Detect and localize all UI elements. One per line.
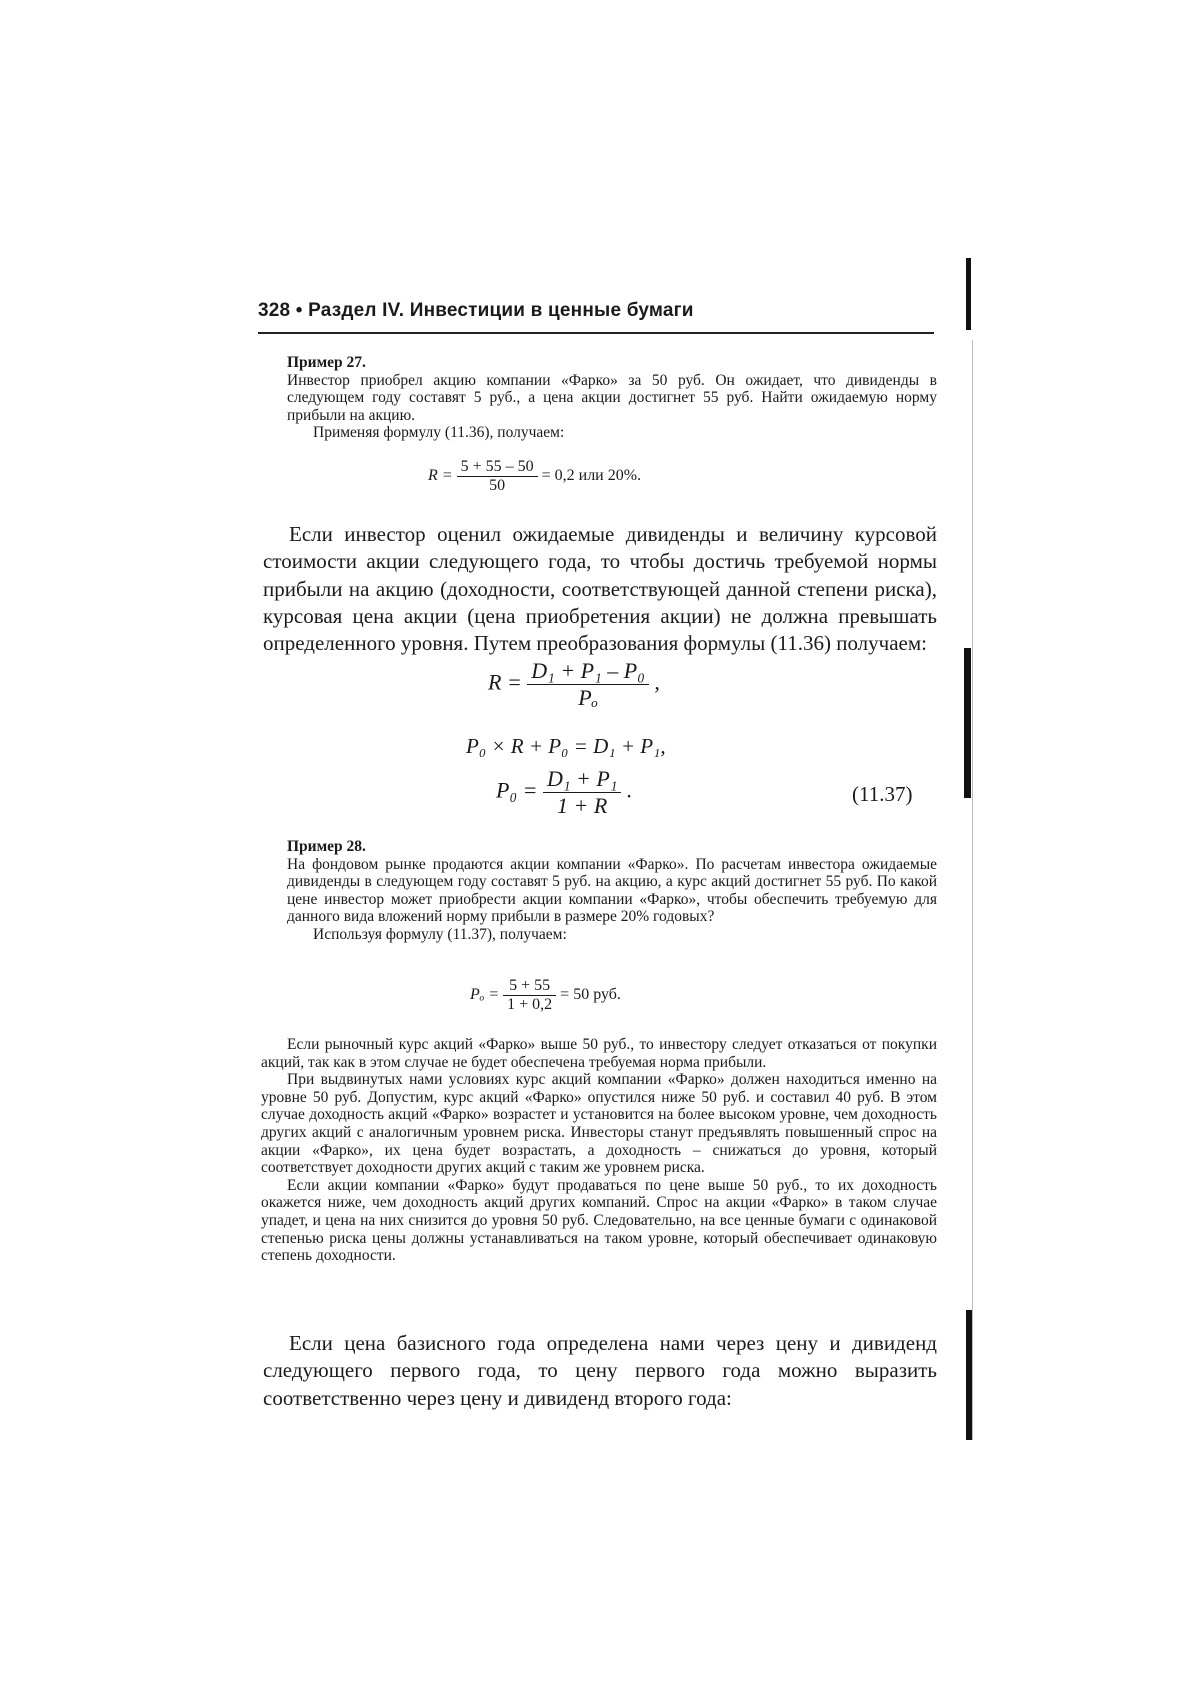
equation-rearranged: P₀ × R + P₀ = D₁ + P₁,	[466, 734, 666, 758]
formula-28-fraction	[503, 977, 556, 1014]
formula-28-result: = 50 руб.	[560, 986, 621, 1004]
formula-example-27	[428, 458, 641, 495]
example-28-text: На фондовом рынке продаются акции компании «Фарко». По расчетам инвестора ожидаемые дивиденды в следующем году составят 5 руб. на акцию, а курс акций достигнет 55 руб. По какой цене инвестор может приобрести акции компании «Фарко», чтобы обеспечить требуемую для данного вида вложений норму прибыли в размере 20% годовых?	[287, 855, 937, 926]
formula-27-fraction	[457, 458, 538, 495]
equation-p0-lhs: P₀ =	[496, 777, 538, 803]
header-rule	[258, 332, 934, 334]
running-head: 328 • Раздел IV. Инвестиции в ценные бумаги	[258, 300, 694, 321]
equation-r-fraction	[527, 658, 649, 711]
equation-r-tail: ,	[654, 669, 660, 695]
formula-27-lhs: R =	[428, 467, 453, 485]
equation-number: (11.37)	[852, 782, 913, 806]
equation-p0	[496, 766, 632, 819]
equation-r-numerator: D₁ + P₁ – P₀	[527, 658, 649, 685]
small-paragraph-3: Если акции компании «Фарко» будут продаваться по цене выше 50 руб., то их доходность окажется ниже, чем доходность акций других компаний. Спрос на акции «Фарко» в таком случае упадет, и цена на них снизится до уровня 50 руб. Следовательно, на все ценные бумаги с одинаковой степенью риска цены должны устанавливаться на таком уровне, который обеспечивает одинаковую степень доходности.	[261, 1176, 937, 1265]
example-28	[287, 838, 937, 944]
example-27-applying: Применяя формулу (11.36), получаем:	[313, 424, 565, 442]
example-28-title: Пример 28.	[287, 838, 366, 855]
scan-edge-middle	[964, 648, 971, 798]
formula-28-lhs: Pₒ =	[470, 986, 500, 1004]
equation-r	[488, 658, 660, 711]
example-28-using: Используя формулу (11.37), получаем:	[313, 925, 567, 943]
equation-p0-tail: .	[626, 777, 633, 803]
body-paragraph-2	[263, 1330, 937, 1412]
formula-27-denominator: 50	[489, 477, 506, 494]
equation-r-denominator: Pₒ	[578, 685, 598, 710]
small-paragraph-1: Если рыночный курс акций «Фарко» выше 50 руб., то инвестору следует отказаться от покупки акций, так как в этом случае не будет обеспечена требуемая норма прибыли.	[261, 1036, 937, 1071]
formula-27-result: = 0,2 или 20%.	[541, 467, 642, 485]
body-paragraph-1-text: Если инвестор оценил ожидаемые дивиденды и величину курсовой стоимости акции следующего года, то чтобы достичь требуемой нормы прибыли на акцию (доходности, соответствующей данной степени риска), курсовая цена акции (цена приобретения акции) не должна превышать определенного уровня. Путем преобразования формулы (11.36) получаем:	[263, 522, 937, 656]
formula-27-numerator: 5 + 55 – 50	[457, 458, 538, 477]
formula-example-28	[470, 977, 621, 1014]
scan-edge-line	[972, 340, 973, 1440]
body-paragraph-2-text: Если цена базисного года определена нами через цену и дивиденд следующего первого года, то цену первого года можно выразить соответственно через цену и дивиденд второго года:	[263, 1331, 937, 1410]
equation-p0-numerator: D₁ + P₁	[543, 766, 621, 793]
equation-p0-fraction	[543, 766, 621, 819]
example-27-title: Пример 27.	[287, 354, 366, 371]
small-paragraphs	[261, 1036, 937, 1265]
formula-28-denominator: 1 + 0,2	[507, 996, 553, 1013]
scan-edge-top	[966, 258, 971, 330]
equation-r-lhs: R =	[488, 669, 522, 695]
small-paragraph-2: При выдвинутых нами условиях курс акций компании «Фарко» должен находиться именно на уровне 50 руб. Допустим, курс акций «Фарко» опустился ниже 50 руб. и составил 40 руб. В этом случае доходность акций «Фарко» возрастет и установится на более высоком уровне, чем доходность других акций с аналогичным уровнем риска. Инвесторы станут предъявлять повышенный спрос на акции «Фарко», их цена будет возрастать, а доходность – снижаться до уровня, который соответствует доходности других акций с таким же уровнем риска.	[261, 1071, 937, 1177]
equation-p0-denominator: 1 + R	[557, 793, 608, 818]
example-27	[287, 354, 937, 442]
body-paragraph-1	[263, 521, 937, 657]
example-27-text: Инвестор приобрел акцию компании «Фарко» за 50 руб. Он ожидает, что дивиденды в следующем году составят 5 руб., а цена акции достигнет 55 руб. Найти ожидаемую норму прибыли на акцию.	[287, 371, 937, 424]
formula-28-numerator: 5 + 55	[503, 977, 556, 996]
